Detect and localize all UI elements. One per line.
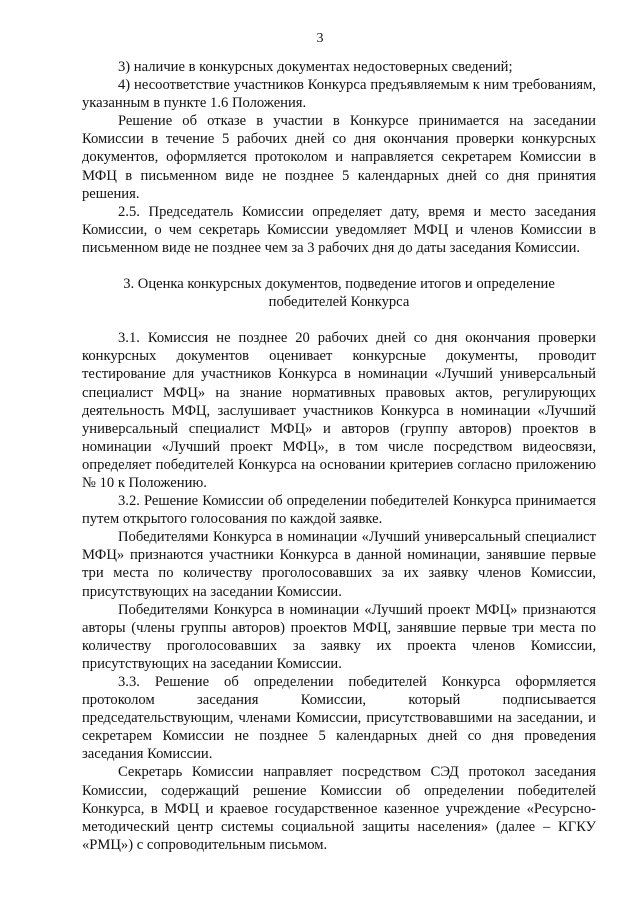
paragraph-item-4: 4) несоответствие участников Конкурса предъявляемым к ним требованиям, указанным в пункте 1.6 Положения. [82,77,596,112]
paragraph-3-2: 3.2. Решение Комиссии об определении победителей Конкурса принимается путем открытого голосования по каждой заявке. [82,493,596,528]
paragraph-secretary: Секретарь Комиссии направляет посредством СЭД протокол заседания Комиссии, содержащий решение Комиссии об определении победителей Конкурса, в МФЦ и краевое государственное казенное учреждение «Ресурсно-методический центр системы социальной защиты населения» (далее – КГКУ «РМЦ») с сопроводительным письмом. [82,764,596,853]
section-3-heading-line-2: победителей Конкурса [268,294,410,311]
document-body [82,58,596,854]
paragraph-item-3: 3) наличие в конкурсных документах недостоверных сведений; [118,59,513,75]
section-3-heading-line-1: 3. Оценка конкурсных документов, подведение итогов и определение [123,276,555,293]
paragraph-winners-project: Победителями Конкурса в номинации «Лучший проект МФЦ» признаются авторы (члены группы авторов) проектов МФЦ, занявшие первые три места по количеству проголосовавших за заявку их проекта членов Комиссии, присутствующих на заседании Комиссии. [82,601,596,672]
paragraph-refusal-decision: Решение об отказе в участии в Конкурсе принимается на заседании Комиссии в течение 5 рабочих дней со дня окончания проверки конкурсных документов, оформляется протоколом и направляется секретарем Комиссии в МФЦ в письменном виде не позднее 5 календарных дней со дня принятия решения. [82,113,596,202]
section-spacer [82,311,596,329]
page-number: 3 [316,31,324,46]
paragraph-3-3: 3.3. Решение об определении победителей Конкурса оформляется протоколом заседания Комиссии, который подписывается председательствующим, членами Комиссии, присутствовавшими на заседании, и секретарем Комиссии не позднее 5 календарных дней со дня проведения заседания Комиссии. [82,674,596,763]
paragraph-2-5: 2.5. Председатель Комиссии определяет дату, время и место заседания Комиссии, о чем секретарь Комиссии уведомляет МФЦ и членов Комиссии в письменном виде не позднее чем за 3 рабочих дня до даты заседания Комиссии. [82,203,596,256]
paragraph-winners-specialist: Победителями Конкурса в номинации «Лучший универсальный специалист МФЦ» признаются участники Конкурса в данной номинации, занявшие первые три места по количеству проголосовавших за их заявку членов Комиссии, присутствующих на заседании Комиссии. [82,529,596,600]
paragraph-3-1: 3.1. Комиссия не позднее 20 рабочих дней со дня окончания проверки конкурсных документов оценивает конкурсные документы, проводит тестирование для участников Конкурса в номинации «Лучший универсальный специалист МФЦ» на знание нормативных правовых актов, регулирующих деятельность МФЦ, заслушивает участников Конкурса в номинации «Лучший универсальный специалист МФЦ» и авторов (группу авторов) проектов в номинации «Лучший проект МФЦ», в том числе посредством видеосвязи, определяет победителей Конкурса на основании критериев согласно приложению № 10 к Положению. [82,330,596,491]
section-spacer [82,257,596,275]
